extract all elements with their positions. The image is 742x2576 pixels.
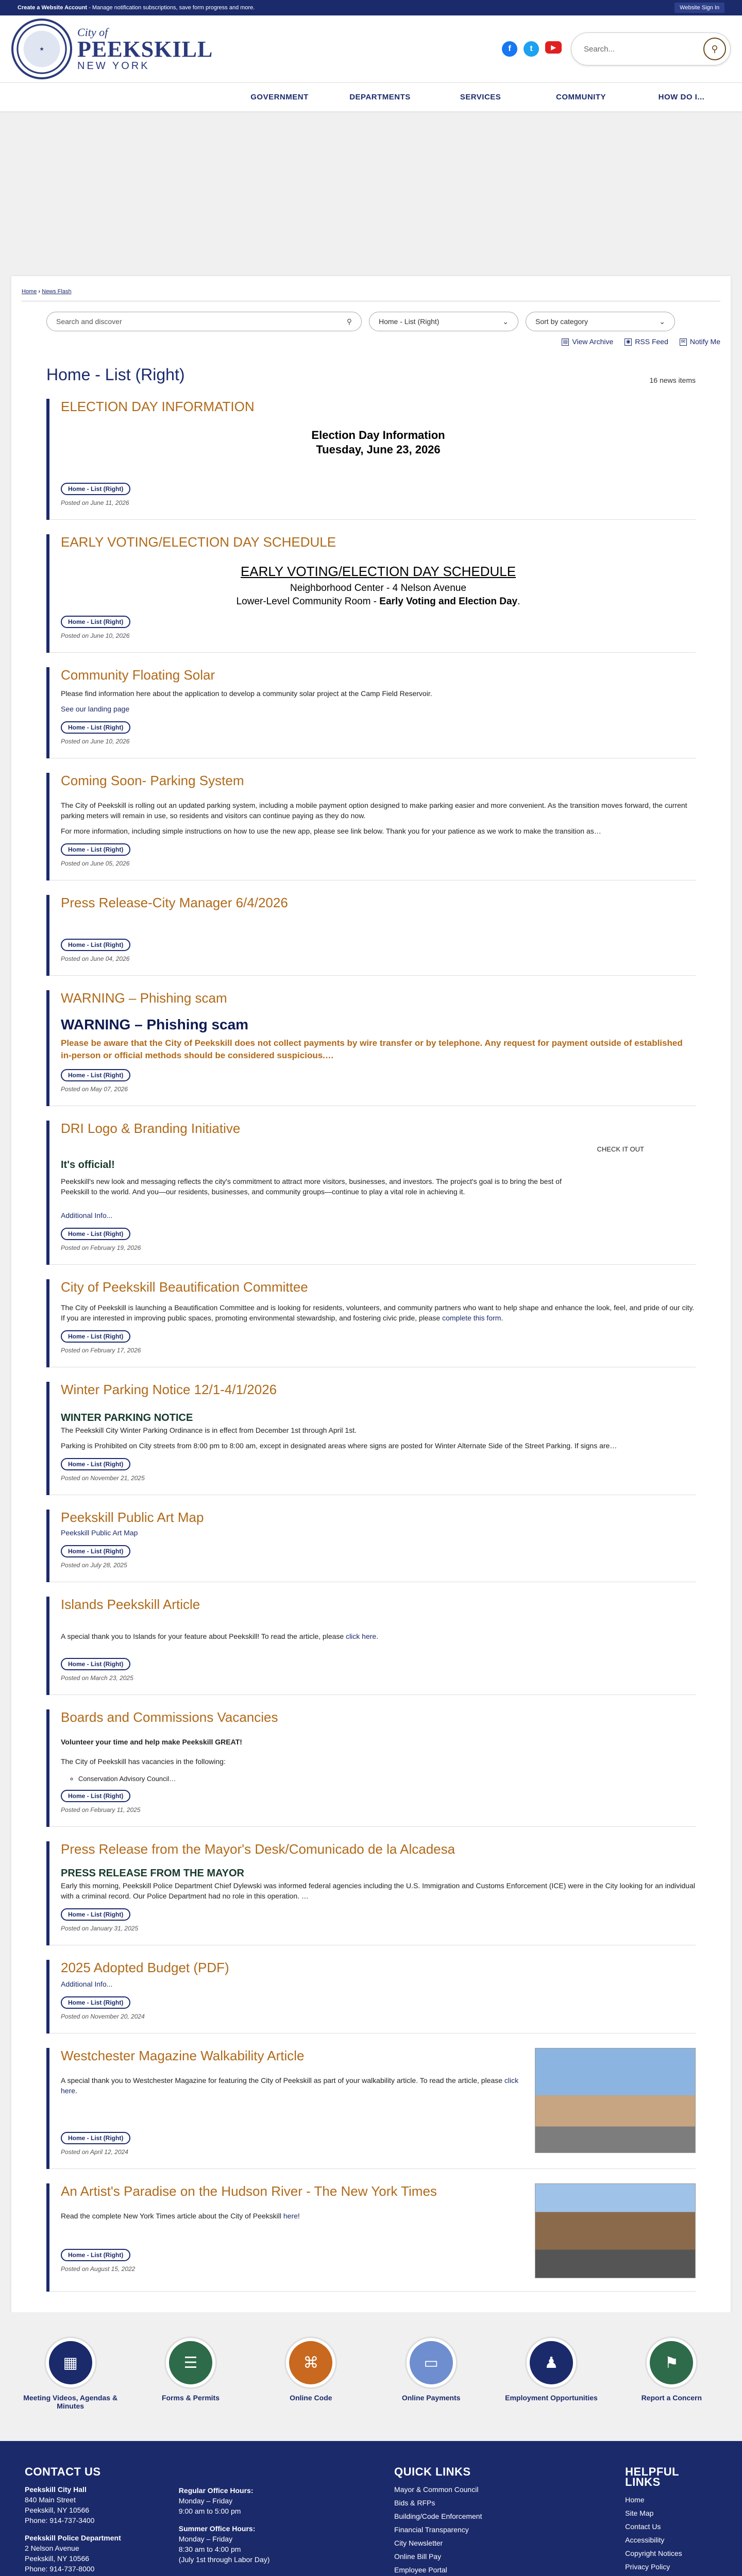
site-footer [0,2441,742,2576]
list-item [46,1597,696,1695]
posted-date: Posted on April 12, 2024 [61,2148,128,2156]
nav-community[interactable]: COMMUNITY [556,93,606,101]
logo-city-of: City of [77,26,108,39]
posted-date: Posted on August 15, 2022 [61,2265,136,2273]
category-tag[interactable]: Home - List (Right) [61,1790,130,1802]
hours-line: (July 1st through Labor Day) [178,2555,270,2564]
list-item [46,773,696,880]
posted-date: Posted on February 19, 2026 [61,1244,141,1252]
click-here-link[interactable]: click here [346,1632,377,1641]
news-title[interactable]: Boards and Commissions Vacancies [61,1709,278,1725]
category-select[interactable] [369,312,518,331]
breadcrumb-sep: › [37,289,42,295]
quick-link-code[interactable] [262,2338,360,2410]
category-tag[interactable]: Home - List (Right) [61,483,130,495]
logo-name: PEEKSKILL [77,37,213,62]
footer-link[interactable]: Mayor & Common Council [394,2485,479,2494]
category-tag[interactable]: Home - List (Right) [61,616,130,628]
posted-date: Posted on June 11, 2026 [61,499,129,507]
sort-select[interactable] [526,312,675,331]
news-title[interactable]: Press Release-City Manager 6/4/2026 [61,895,288,911]
vacancy-item: ◦ Conservation Advisory Council… [78,1775,696,1783]
list-item [46,1510,696,1582]
list-item [46,990,696,1106]
news-title[interactable]: DRI Logo & Branding Initiative [61,1121,241,1137]
notify-me-link[interactable] [680,337,720,346]
news-summary [61,2075,520,2096]
list-item [46,895,696,976]
posted-date: Posted on February 17, 2026 [61,1347,141,1354]
summary-end: . [75,2087,77,2095]
category-tag[interactable]: Home - List (Right) [61,2132,130,2144]
article-thumbnail[interactable] [535,2183,696,2278]
news-title[interactable]: Community Floating Solar [61,667,215,683]
footer-link[interactable]: Site Map [625,2509,654,2518]
banner-area [0,111,742,276]
quick-link-label: Online Code [290,2394,332,2402]
posted-date: Posted on June 04, 2026 [61,955,130,963]
news-title[interactable]: 2025 Adopted Budget (PDF) [61,1960,229,1976]
footer-link[interactable]: Building/Code Enforcement [394,2512,482,2521]
footer-link[interactable]: Online Bill Pay [394,2552,442,2561]
posted-date: Posted on November 20, 2024 [61,2013,145,2021]
flag-icon: ⚑ [647,2338,696,2387]
summary-text: Read the complete New York Times article about the City of Peekskill [61,2212,283,2221]
mail-icon: ✉ [680,338,687,346]
news-title[interactable]: Winter Parking Notice 12/1-4/1/2026 [61,1382,277,1398]
footer-link[interactable]: Contact Us [625,2522,661,2531]
news-summary [61,1631,696,1641]
line-part: Lower-Level Community Room - [236,596,380,607]
hours-heading: Summer Office Hours: [178,2524,256,2533]
category-tag[interactable]: Home - List (Right) [61,1458,130,1470]
site-header [0,15,742,82]
calendar-icon: ▦ [46,2338,95,2387]
nav-departments[interactable]: DEPARTMENTS [349,93,411,101]
line-end: . [517,596,520,607]
footer-link[interactable]: City Newsletter [394,2539,443,2548]
news-search-placeholder: Search and discover [56,317,122,326]
summary-end: . [501,1314,503,1323]
top-notification-bar [0,0,742,15]
quick-link-concern[interactable] [622,2338,720,2410]
quick-links-heading: QUICK LINKS [394,2465,471,2479]
news-heading-date: Tuesday, June 23, 2026 [316,443,441,456]
summary-end: ! [297,2212,300,2221]
news-summary: The City of Peekskill is rolling out an updated parking system, including a mobile payment option designed to make parking easier and more convenient. As the transition moves forward, the current parking meters will remain in use, so residents and visitors can continue paying as they do now. [61,801,687,820]
here-link[interactable]: here [283,2212,298,2221]
posted-date: Posted on February 11, 2025 [61,1806,141,1814]
quick-link-label: Meeting Videos, Agendas & Minutes [23,2394,118,2411]
list-item [46,2048,696,2169]
search-icon[interactable]: ⚲ [346,317,352,326]
sort-value: Sort by category [535,317,588,326]
category-tag[interactable]: Home - List (Right) [61,1658,130,1670]
news-title[interactable]: Islands Peekskill Article [61,1597,200,1613]
list-item [46,534,696,653]
list-item [46,1279,696,1367]
site-search-input[interactable] [571,32,731,65]
category-tag[interactable]: Home - List (Right) [61,1069,130,1081]
additional-info-link[interactable]: Additional Info... [61,1980,113,1989]
view-archive-label: View Archive [572,337,614,346]
news-search-input[interactable] [46,312,362,331]
quick-link-forms[interactable] [142,2338,240,2410]
twitter-icon[interactable]: t [524,41,539,57]
footer-link[interactable]: Employee Portal [394,2566,447,2574]
news-heading: Election Day Information [311,429,445,442]
line-bold: Early Voting and Election Day [379,596,518,607]
news-title[interactable]: Coming Soon- Parking System [61,773,244,789]
posted-date: Posted on June 10, 2026 [61,738,130,745]
list-item [46,1121,696,1265]
summary-text: A special thank you to Islands for your feature about Peekskill! To read the article, please [61,1632,346,1641]
quick-link-label: Forms & Permits [161,2394,220,2402]
additional-info-link[interactable]: Additional Info... [61,1211,113,1220]
city-seal-icon: ★ [11,19,72,79]
nav-services[interactable]: SERVICES [460,93,501,101]
notify-label: Notify Me [689,337,720,346]
art-map-link[interactable]: Peekskill Public Art Map [61,1529,138,1537]
payment-card-icon: ▭ [407,2338,456,2387]
city-logo[interactable] [11,19,213,79]
quick-link-label: Report a Concern [641,2394,702,2402]
news-line: Neighborhood Center - 4 Nelson Avenue [290,583,466,594]
category-tag[interactable]: Home - List (Right) [61,1228,130,1240]
quick-links-bar [0,2312,742,2441]
summary-text: A special thank you to Westchester Magazine for featuring the City of Peekskill as part of your walkability article. To read the article, please [61,2076,504,2085]
category-tag[interactable]: Home - List (Right) [61,1330,130,1343]
news-tools [22,337,720,346]
footer-link[interactable]: Home [625,2496,645,2504]
footer-link[interactable]: Copyright Notices [625,2549,682,2558]
news-summary: The Peekskill City Winter Parking Ordinance is in effect from December 1st through April 1st. [61,1426,357,1435]
quick-link-label: Online Payments [401,2394,461,2402]
address-line: Peekskill, NY 10566 [25,2554,90,2563]
rss-label: RSS Feed [635,337,668,346]
article-thumbnail[interactable] [535,2048,696,2153]
website-sign-in-button[interactable]: Website Sign In [674,3,724,13]
news-summary: Peekskill's new look and messaging reflects the city's commitment to attract more visitors, businesses, and investors. The project's goal is to bring the best of Peekskill to the world. And you—our residents, businesses, and community groups—continue to play a vital role in achieving it. [61,1177,562,1196]
quick-link-employment[interactable] [502,2338,600,2410]
quick-link-label: Employment Opportunities [505,2394,598,2402]
forms-icon: ☰ [166,2338,215,2387]
nav-how-do-i[interactable]: HOW DO I... [658,93,705,101]
address-line: 2 Nelson Avenue [25,2544,79,2553]
posted-date: Posted on May 07, 2026 [61,1086,128,1093]
phone-line: Phone: 914-737-8000 [25,2565,95,2573]
address-line: 840 Main Street [25,2496,76,2504]
rss-feed-link[interactable] [625,337,668,346]
hours-line: 9:00 am to 5:00 pm [178,2507,241,2516]
breadcrumb-current[interactable]: News Flash [42,289,72,295]
news-title[interactable]: EARLY VOTING/ELECTION DAY SCHEDULE [61,534,336,550]
chevron-down-icon: ⌄ [659,317,665,326]
breadcrumb-home[interactable]: Home [22,289,37,295]
posted-date: Posted on November 21, 2025 [61,1475,145,1482]
footer-link[interactable]: Bids & RFPs [394,2499,435,2507]
news-summary [61,1302,696,1323]
list-item [46,2183,696,2292]
summary-text: The City of Peekskill is launching a Beautification Committee and is looking for residents, volunteers, and community partners who want to help shape and enhance the look, feel, and pride of our city. If you are interested in improving public spaces, promoting environmental stewardship, and fostering civic pride, please [61,1303,695,1323]
hours-heading: Regular Office Hours: [178,2486,254,2495]
hours-line: 8:30 am to 4:00 pm [178,2545,241,2554]
news-heading: Volunteer your time and help make Peekskill GREAT! [61,1738,242,1747]
hours-line: Monday – Friday [178,2535,233,2544]
footer-link[interactable]: Accessibility [625,2536,665,2545]
category-value: Home - List (Right) [379,317,440,326]
news-count: 16 news items [649,376,696,385]
category-tag[interactable]: Home - List (Right) [61,721,130,734]
list-item [46,1382,696,1495]
main-nav [0,82,742,111]
posted-date: Posted on July 28, 2025 [61,1562,127,1569]
posted-date: Posted on January 31, 2025 [61,1925,139,1933]
posted-date: Posted on June 05, 2026 [61,860,130,868]
rss-icon: ◉ [625,338,632,346]
category-tag[interactable]: Home - List (Right) [61,939,130,951]
create-account-link[interactable]: Create a Website Account [18,5,88,11]
person-icon: ♟ [527,2338,576,2387]
view-archive-link[interactable] [562,337,613,346]
news-heading: It's official! [61,1159,115,1171]
news-title[interactable]: An Artist's Paradise on the Hudson River - The New York Times [61,2183,437,2199]
archive-icon: ▤ [562,338,569,346]
summary-end: . [376,1632,379,1641]
police-name: Peekskill Police Department [25,2534,121,2543]
news-title[interactable]: Westchester Magazine Walkability Article [61,2048,305,2064]
youtube-icon[interactable]: ▶ [545,41,562,54]
footer-link[interactable]: Financial Transparency [394,2526,469,2534]
news-heading: WINTER PARKING NOTICE [61,1412,193,1424]
category-tag[interactable]: Home - List (Right) [61,843,130,856]
news-heading: WARNING – Phishing scam [61,1016,249,1033]
news-summary [61,2211,520,2221]
search-icon[interactable]: ⚲ [703,38,726,60]
check-it-out-label[interactable]: CHECK IT OUT [597,1145,644,1154]
nav-government[interactable]: GOVERNMENT [250,93,309,101]
breadcrumb [22,285,720,301]
category-tag[interactable]: Home - List (Right) [61,1908,130,1921]
news-summary: Please find information here about the application to develop a community solar project at the Camp Field Reservoir. [61,689,432,698]
category-tag[interactable]: Home - List (Right) [61,1545,130,1557]
code-icon: ⌘ [286,2338,335,2387]
click-here-link[interactable]: click here [61,2076,519,2095]
news-warning: Please be aware that the City of Peekskill does not collect payments by wire transfer or by telephone. Any request for payment outside of established in-person or official methods should be considered suspicious.… [61,1038,683,1061]
search-placeholder: Search... [584,44,615,54]
news-title[interactable]: ELECTION DAY INFORMATION [61,399,255,415]
category-tag[interactable]: Home - List (Right) [61,2249,130,2261]
news-title[interactable]: City of Peekskill Beautification Committee [61,1279,308,1295]
list-item [46,1841,696,1945]
news-heading: EARLY VOTING/ELECTION DAY SCHEDULE [240,564,516,580]
category-tag[interactable]: Home - List (Right) [61,1996,130,2009]
city-hall-name: Peekskill City Hall [25,2485,87,2494]
quick-link-meetings[interactable] [22,2338,120,2410]
page-title: Home - List (Right) [46,365,185,384]
news-summary: Early this morning, Peekskill Police Department Chief Dylewski was informed federal agencies including the U.S. Immigration and Customs Enforcement (ICE) were in the City looking for an individual with a criminal record. Our Police Department had no role in this operation. … [61,1882,695,1901]
notice-text: - Manage notification subscriptions, save form progress and more. [87,5,255,11]
news-summary: Parking is Prohibited on City streets from 8:00 pm to 8:00 am, except in designated areas where signs are posted for Winter Alternate Side of the Street Parking. If signs are… [61,1442,617,1450]
list-item [46,399,696,520]
list-item [46,1709,696,1827]
logo-state: NEW YORK [77,60,150,72]
contact-heading: CONTACT US [25,2465,101,2479]
list-item [46,667,696,758]
address-line: Peekskill, NY 10566 [25,2506,90,2515]
posted-date: Posted on June 10, 2026 [61,632,130,640]
news-summary: The City of Peekskill has vacancies in the following: [61,1757,226,1766]
list-item [46,1960,696,2033]
landing-page-link[interactable]: See our landing page [61,705,130,714]
news-title[interactable]: Peekskill Public Art Map [61,1510,204,1526]
complete-form-link[interactable]: complete this form [442,1314,501,1323]
news-heading: PRESS RELEASE FROM THE MAYOR [61,1868,244,1879]
main-content [11,276,731,2312]
footer-link[interactable]: Privacy Policy [625,2563,670,2571]
hours-line: Monday – Friday [178,2497,233,2505]
helpful-links-heading: HELPFUL LINKS [625,2465,679,2489]
news-line [61,595,696,608]
facebook-icon[interactable]: f [502,41,517,57]
news-title[interactable]: WARNING – Phishing scam [61,990,227,1006]
chevron-down-icon: ⌄ [502,317,509,326]
posted-date: Posted on March 23, 2025 [61,1674,133,1682]
phone-line: Phone: 914-737-3400 [25,2516,95,2525]
quick-link-payments[interactable] [382,2338,480,2410]
news-summary: For more information, including simple instructions on how to use the new app, please see link below. Thank you for your patience as we work to make the transition as… [61,827,601,836]
news-title[interactable]: Press Release from the Mayor's Desk/Comunicado de la Alcadesa [61,1841,456,1857]
